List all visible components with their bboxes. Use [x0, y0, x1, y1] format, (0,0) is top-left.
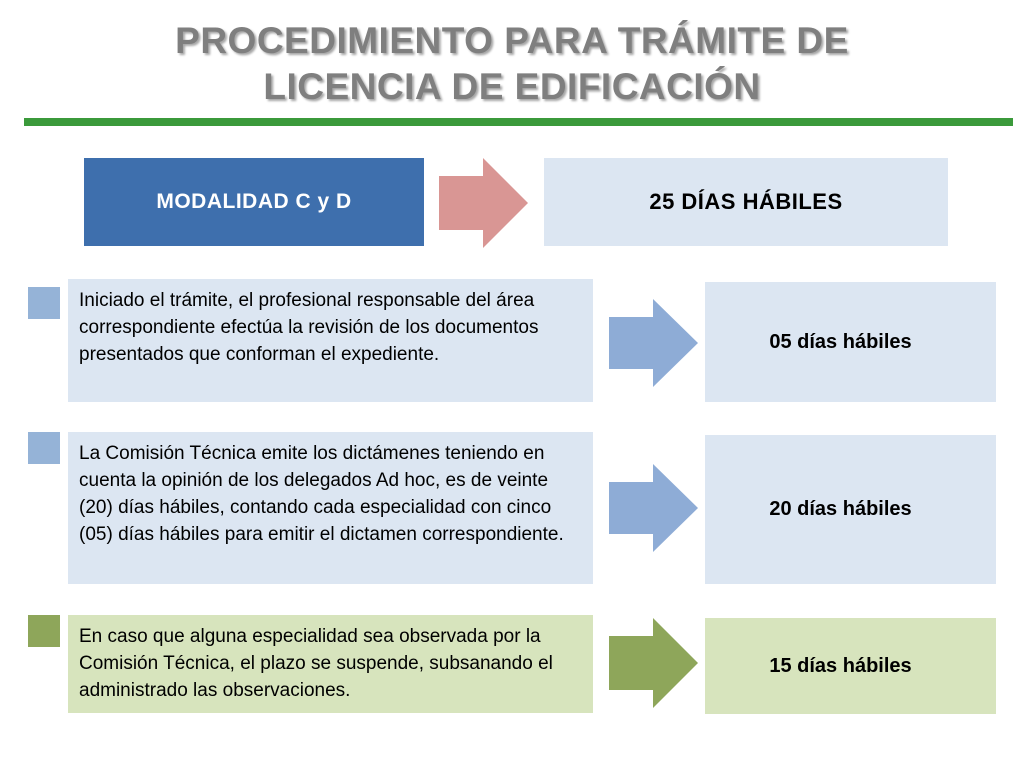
page-title	[0, 18, 1024, 110]
header-arrow-icon	[439, 158, 529, 248]
step-3-description: En caso que alguna especialidad sea observada por la Comisión Técnica, el plazo se suspende, subsanando el administrado las observaciones.	[68, 615, 593, 713]
modalidad-box: MODALIDAD C y D	[84, 158, 424, 246]
title-divider	[24, 118, 1013, 126]
step-3-bullet-icon	[28, 615, 60, 647]
step-1-arrow-icon	[609, 299, 699, 387]
title-line-2: LICENCIA DE EDIFICACIÓN	[263, 66, 761, 107]
step-2-bullet-icon	[28, 432, 60, 464]
step-2-days: 20 días hábiles	[705, 435, 996, 584]
step-1-description: Iniciado el trámite, el profesional responsable del área correspondiente efectúa la revisión de los documentos presentados que conforman el expediente.	[68, 279, 593, 402]
step-2-arrow-icon	[609, 464, 699, 552]
total-days-box: 25 DÍAS HÁBILES	[544, 158, 948, 246]
step-1-bullet-icon	[28, 287, 60, 319]
step-3-days: 15 días hábiles	[705, 618, 996, 714]
step-1-days: 05 días hábiles	[705, 282, 996, 402]
step-3-arrow-icon	[609, 618, 699, 708]
step-2-description: La Comisión Técnica emite los dictámenes teniendo en cuenta la opinión de los delegados Ad hoc, es de veinte (20) días hábiles, contando cada especialidad con cinco (05) días hábiles para emitir el dictamen correspondiente.	[68, 432, 593, 584]
title-line-1: PROCEDIMIENTO PARA TRÁMITE DE	[175, 20, 849, 61]
